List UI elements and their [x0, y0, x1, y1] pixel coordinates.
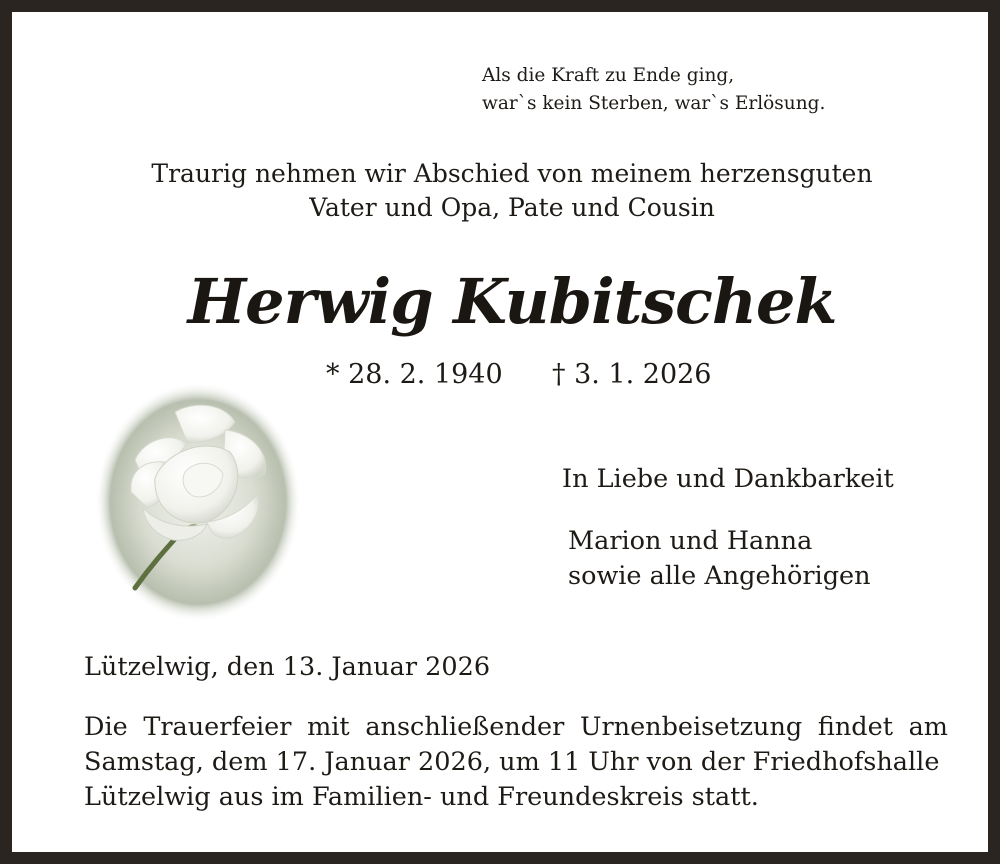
white-rose-image — [95, 382, 301, 622]
poem-line-1: Als die Kraft zu Ende ging, — [482, 65, 735, 86]
intro-line-2: Vater und Opa, Pate und Cousin — [309, 193, 715, 222]
intro-line-1: Traurig nehmen wir Abschied von meinem herzensguten — [151, 159, 873, 188]
service-word: anschließender — [365, 712, 565, 742]
service-word: am — [908, 712, 948, 742]
family-signature — [568, 524, 871, 594]
poem — [482, 62, 825, 118]
intro-text — [12, 157, 1000, 225]
service-word: findet — [817, 712, 893, 742]
service-word: Trauerfeier — [143, 712, 292, 742]
poem-line-2: war`s kein Sterben, war`s Erlösung. — [482, 93, 826, 114]
service-line-1 — [84, 710, 948, 745]
service-word: Urnenbeisetzung — [579, 712, 803, 742]
service-line-2: Samstag, dem 17. Januar 2026, um 11 Uhr von der Friedhofshalle — [84, 747, 940, 777]
family-line-2: sowie alle Angehörigen — [568, 561, 871, 591]
service-word: Die — [84, 712, 128, 742]
funeral-service-notice — [84, 710, 950, 815]
family-line-1: Marion und Hanna — [568, 526, 813, 556]
place-and-date: Lützelwig, den 13. Januar 2026 — [84, 652, 491, 682]
birth-date: * 28. 2. 1940 — [326, 359, 503, 390]
service-line-3: Lützelwig aus im Familien- und Freundeskreis statt. — [84, 782, 759, 812]
death-date: † 3. 1. 2026 — [552, 359, 712, 390]
rose-illustration — [95, 382, 301, 622]
deceased-name: Herwig Kubitschek — [187, 265, 837, 338]
service-word: mit — [307, 712, 350, 742]
closing-thanks: In Liebe und Dankbarkeit — [562, 464, 894, 494]
